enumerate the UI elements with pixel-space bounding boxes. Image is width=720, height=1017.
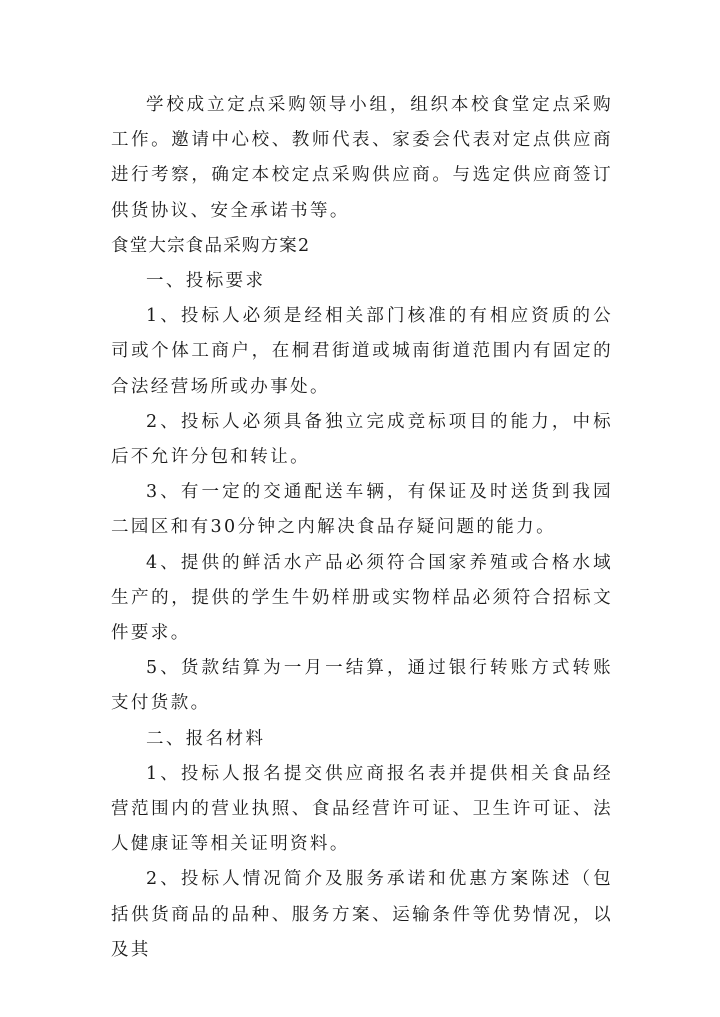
paragraph-requirement-1: 1、投标人必须是经相关部门核准的有相应资质的公司或个体工商户，在桐君街道或城南街道范围内有固定的合法经营场所或办事处。 <box>111 306 613 397</box>
paragraph-requirement-3: 3、有一定的交通配送车辆，有保证及时送货到我园二园区和有30分钟之内解决食品存疑问题的能力。 <box>111 482 613 538</box>
section-heading-registration-materials: 二、报名材料 <box>146 728 266 749</box>
paragraph-material-1: 1、投标人报名提交供应商报名表并提供相关食品经营范围内的营业执照、食品经营许可证、卫生许可证、法人健康证等相关证明资料。 <box>111 763 613 855</box>
document-body <box>111 88 613 968</box>
paragraph-procurement-group: 学校成立定点采购领导小组，组织本校食堂定点采购工作。邀请中心校、教师代表、家委会代表对定点供应商进行考察，确定本校定点采购供应商。与选定供应商签订供货协议、安全承诺书等。 <box>111 95 613 221</box>
paragraph-requirement-4: 4、提供的鲜活水产品必须符合国家养殖或合格水域生产的，提供的学生牛奶样册或实物样品必须符合招标文件要求。 <box>111 552 613 644</box>
paragraph-requirement-5: 5、货款结算为一月一结算，通过银行转账方式转账支付货款。 <box>111 658 613 714</box>
paragraph-material-2: 2、投标人情况简介及服务承诺和优惠方案陈述（包括供货商品的品种、服务方案、运输条件等优势情况，以及其 <box>111 869 613 960</box>
section-heading-bid-requirements: 一、投标要求 <box>146 271 266 292</box>
paragraph-requirement-2: 2、投标人必须具备独立完成竞标项目的能力，中标后不允许分包和转让。 <box>111 411 613 468</box>
document-title: 食堂大宗食品采购方案2 <box>111 235 311 256</box>
